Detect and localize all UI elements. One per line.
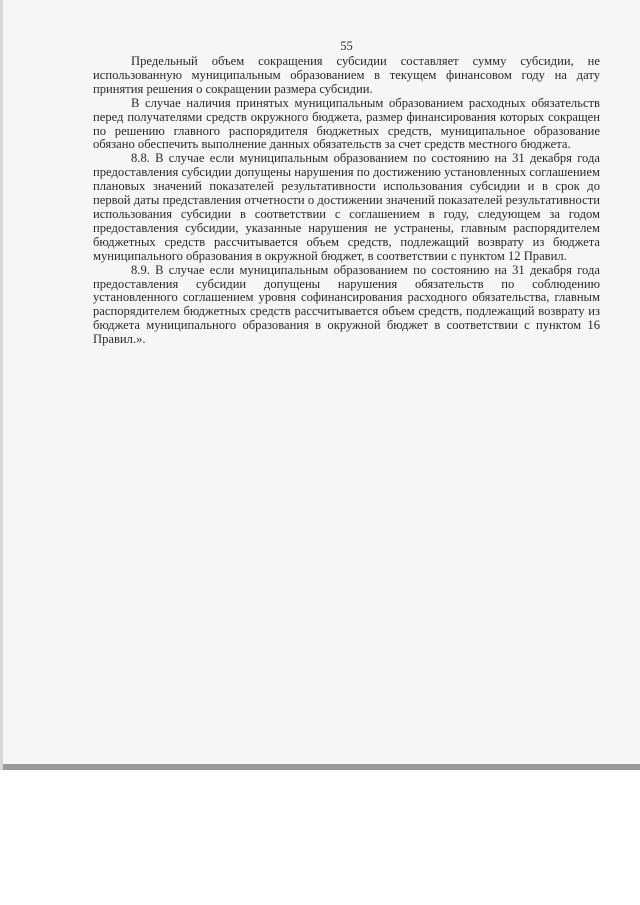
paragraph-expense-obligations: В случае наличия принятых муниципальным образованием расходных обязательств перед получателями средств окружного бюджета, размер финансирования которых сокращен по решению главного распорядителя бюджетных средств, муниципальное образование обязано обеспечить выполнение данных обязательств за счет средств местного бюджета. [93,95,600,152]
paragraph-subsidy-reduction-limit: Предельный объем сокращения субсидии составляет сумму субсидии, не использованную муниципальным образованием в текущем финансовом году на дату принятия решения о сокращении размера субсидии. [93,54,600,96]
document-body [93,55,600,347]
paragraph-8-9: 8.9. В случае если муниципальным образованием по состоянию на 31 декабря года предоставления субсидии допущены нарушения обязательств по соблюдению установленного соглашением уровня софинансирования расходного обязательства, главным распорядителем бюджетных средств рассчитывается объем средств, подлежащий возврату из бюджета муниципального образования в окружной бюджет в соответствии с пунктом 16 Правил.». [93,262,600,347]
sheet-edge-shadow [0,0,3,770]
page-number: 55 [340,39,353,53]
paragraph-8-8: 8.8. В случае если муниципальным образованием по состоянию на 31 декабря года предоставления субсидии допущены нарушения по достижению установленных соглашением плановых значений показателей результативности использования субсидии и в срок до первой даты представления отчетности о достижении значений показателей результативности использования субсидии в соответствии с соглашением в году, следующем за годом предоставления субсидии, указанные нарушения не устранены, главным распорядителем бюджетных средств рассчитывается объем средств, подлежащий возврату из бюджета муниципального образования в окружной бюджет, в соответствии с пунктом 12 Правил. [93,151,600,263]
